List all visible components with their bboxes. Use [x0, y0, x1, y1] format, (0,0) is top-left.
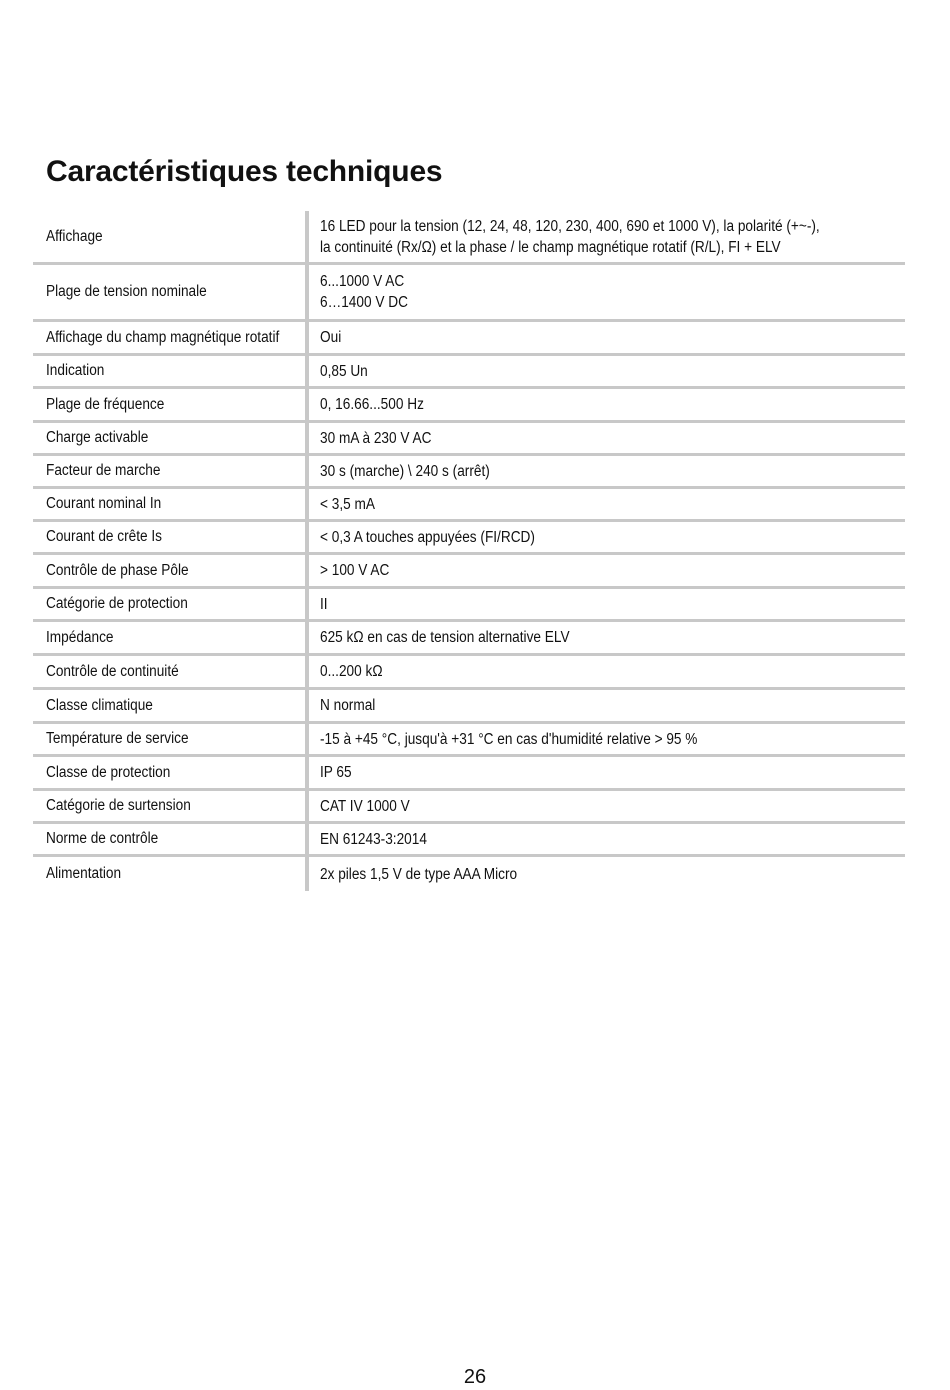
- spec-value-text: CAT IV 1000 V: [320, 797, 410, 815]
- table-row: [33, 757, 905, 791]
- spec-label-text: Affichage du champ magnétique rotatif: [46, 328, 280, 346]
- spec-value-text: 30 s (marche) \ 240 s (arrêt): [320, 462, 490, 480]
- spec-label: [33, 857, 305, 891]
- spec-value: [309, 423, 905, 453]
- table-row: [33, 456, 905, 489]
- spec-label-text: Classe climatique: [46, 696, 153, 714]
- spec-label: [33, 356, 305, 386]
- spec-label: [33, 322, 305, 353]
- table-row: [33, 356, 905, 389]
- spec-value-line: [320, 796, 905, 817]
- spec-value: [309, 555, 905, 586]
- spec-value-line: [320, 361, 905, 382]
- spec-label: [33, 456, 305, 486]
- spec-value-line: [320, 327, 905, 348]
- spec-value: [309, 589, 905, 619]
- page-title: Caractéristiques techniques: [46, 155, 443, 188]
- spec-value: [309, 791, 905, 821]
- spec-label-text: Affichage: [46, 227, 103, 245]
- spec-label: [33, 489, 305, 519]
- spec-value-line: [320, 527, 905, 548]
- spec-label-text: Plage de tension nominale: [46, 283, 207, 300]
- spec-table: [33, 211, 905, 891]
- spec-value: [309, 857, 905, 891]
- spec-value-line: [320, 594, 905, 615]
- table-row: [33, 791, 905, 824]
- spec-label-text: Catégorie de protection: [46, 595, 188, 612]
- table-row: [33, 423, 905, 456]
- spec-value: [309, 389, 905, 420]
- spec-value-line: [320, 494, 905, 515]
- spec-label-text: Impédance: [46, 628, 114, 646]
- spec-value-text: 30 mA à 230 V AC: [320, 429, 432, 447]
- spec-value-line: [320, 237, 905, 258]
- spec-value-text: IP 65: [320, 764, 352, 781]
- spec-label: [33, 211, 305, 262]
- spec-value-line: [320, 762, 905, 783]
- spec-label-text: Indication: [46, 362, 105, 379]
- table-row: [33, 724, 905, 757]
- spec-label-text: Température de service: [46, 730, 189, 747]
- spec-label-text: Courant nominal In: [46, 495, 162, 512]
- table-row: [33, 389, 905, 423]
- spec-label: [33, 724, 305, 754]
- table-row: [33, 489, 905, 522]
- spec-value-line: [320, 271, 905, 292]
- spec-label: [33, 690, 305, 721]
- spec-label: [33, 389, 305, 420]
- spec-label-text: Norme de contrôle: [46, 830, 159, 847]
- table-row: [33, 622, 905, 656]
- spec-value-line: [320, 461, 905, 482]
- spec-label: [33, 265, 305, 319]
- spec-value-text: Oui: [320, 329, 342, 346]
- spec-value-text: 625 kΩ en cas de tension alternative ELV: [320, 629, 570, 646]
- spec-value-line: [320, 394, 905, 415]
- spec-label: [33, 656, 305, 687]
- spec-value: [309, 824, 905, 854]
- spec-value-line: [320, 428, 905, 449]
- spec-value-text: EN 61243-3:2014: [320, 830, 427, 848]
- table-row: [33, 690, 905, 724]
- table-row: [33, 589, 905, 622]
- spec-label-text: Courant de crête Is: [46, 528, 163, 545]
- spec-label-text: Contrôle de continuité: [46, 662, 179, 680]
- spec-value-text: 6...1000 V AC: [320, 273, 405, 290]
- spec-label: [33, 824, 305, 854]
- page-number: 26: [463, 1366, 487, 1388]
- spec-value-line: [320, 829, 905, 850]
- table-row: [33, 322, 905, 356]
- spec-value-text: < 3,5 mA: [320, 495, 375, 513]
- spec-label: [33, 555, 305, 586]
- spec-value: [309, 489, 905, 519]
- spec-value-line: [320, 661, 905, 682]
- table-row: [33, 265, 905, 322]
- spec-value: [309, 757, 905, 788]
- spec-value-text: < 0,3 A touches appuyées (FI/RCD): [320, 528, 535, 546]
- spec-label: [33, 791, 305, 821]
- spec-label-text: Contrôle de phase Pôle: [46, 561, 189, 579]
- spec-label-text: Classe de protection: [46, 763, 171, 781]
- spec-value-line: [320, 695, 905, 716]
- spec-value-line: [320, 560, 905, 581]
- spec-value-text: la continuité (Rx/Ω) et la phase / le champ magnétique rotatif (R/L), FI + ELV: [320, 238, 781, 256]
- spec-value-text: 16 LED pour la tension (12, 24, 48, 120, 230, 400, 690 et 1000 V), la polarité (+~-),: [320, 217, 820, 235]
- spec-value-text: N normal: [320, 697, 376, 714]
- spec-value: [309, 322, 905, 353]
- spec-label: [33, 423, 305, 453]
- spec-label: [33, 757, 305, 788]
- spec-label-text: Facteur de marche: [46, 462, 161, 479]
- table-row: [33, 824, 905, 857]
- spec-value-line: [320, 292, 905, 313]
- spec-value-line: [320, 627, 905, 648]
- table-row: [33, 522, 905, 555]
- spec-value: [309, 656, 905, 687]
- spec-value: [309, 690, 905, 721]
- spec-value: [309, 456, 905, 486]
- spec-value-text: 0,85 Un: [320, 362, 368, 380]
- spec-value: [309, 622, 905, 653]
- spec-value-line: [320, 216, 905, 237]
- spec-value-text: II: [320, 595, 328, 613]
- spec-value: [309, 211, 905, 262]
- spec-value-line: [320, 729, 905, 750]
- spec-label: [33, 589, 305, 619]
- spec-value-text: > 100 V AC: [320, 562, 390, 579]
- spec-value-text: 2x piles 1,5 V de type AAA Micro: [320, 865, 518, 883]
- spec-value-line: [320, 864, 905, 885]
- spec-value: [309, 724, 905, 754]
- spec-value-text: -15 à +45 °C, jusqu'à +31 °C en cas d'humidité relative > 95 %: [320, 730, 698, 748]
- spec-label-text: Catégorie de surtension: [46, 797, 191, 814]
- spec-label-text: Charge activable: [46, 429, 149, 446]
- spec-label: [33, 622, 305, 653]
- table-row: [33, 211, 905, 265]
- spec-value-text: 6…1400 V DC: [320, 294, 408, 311]
- spec-label-text: Plage de fréquence: [46, 395, 165, 413]
- spec-value-text: 0...200 kΩ: [320, 663, 383, 680]
- spec-value: [309, 356, 905, 386]
- spec-value-text: 0, 16.66...500 Hz: [320, 396, 424, 413]
- table-row: [33, 857, 905, 891]
- spec-value: [309, 522, 905, 552]
- table-row: [33, 555, 905, 589]
- spec-value: [309, 265, 905, 319]
- spec-label-text: Alimentation: [46, 865, 122, 882]
- spec-label: [33, 522, 305, 552]
- table-row: [33, 656, 905, 690]
